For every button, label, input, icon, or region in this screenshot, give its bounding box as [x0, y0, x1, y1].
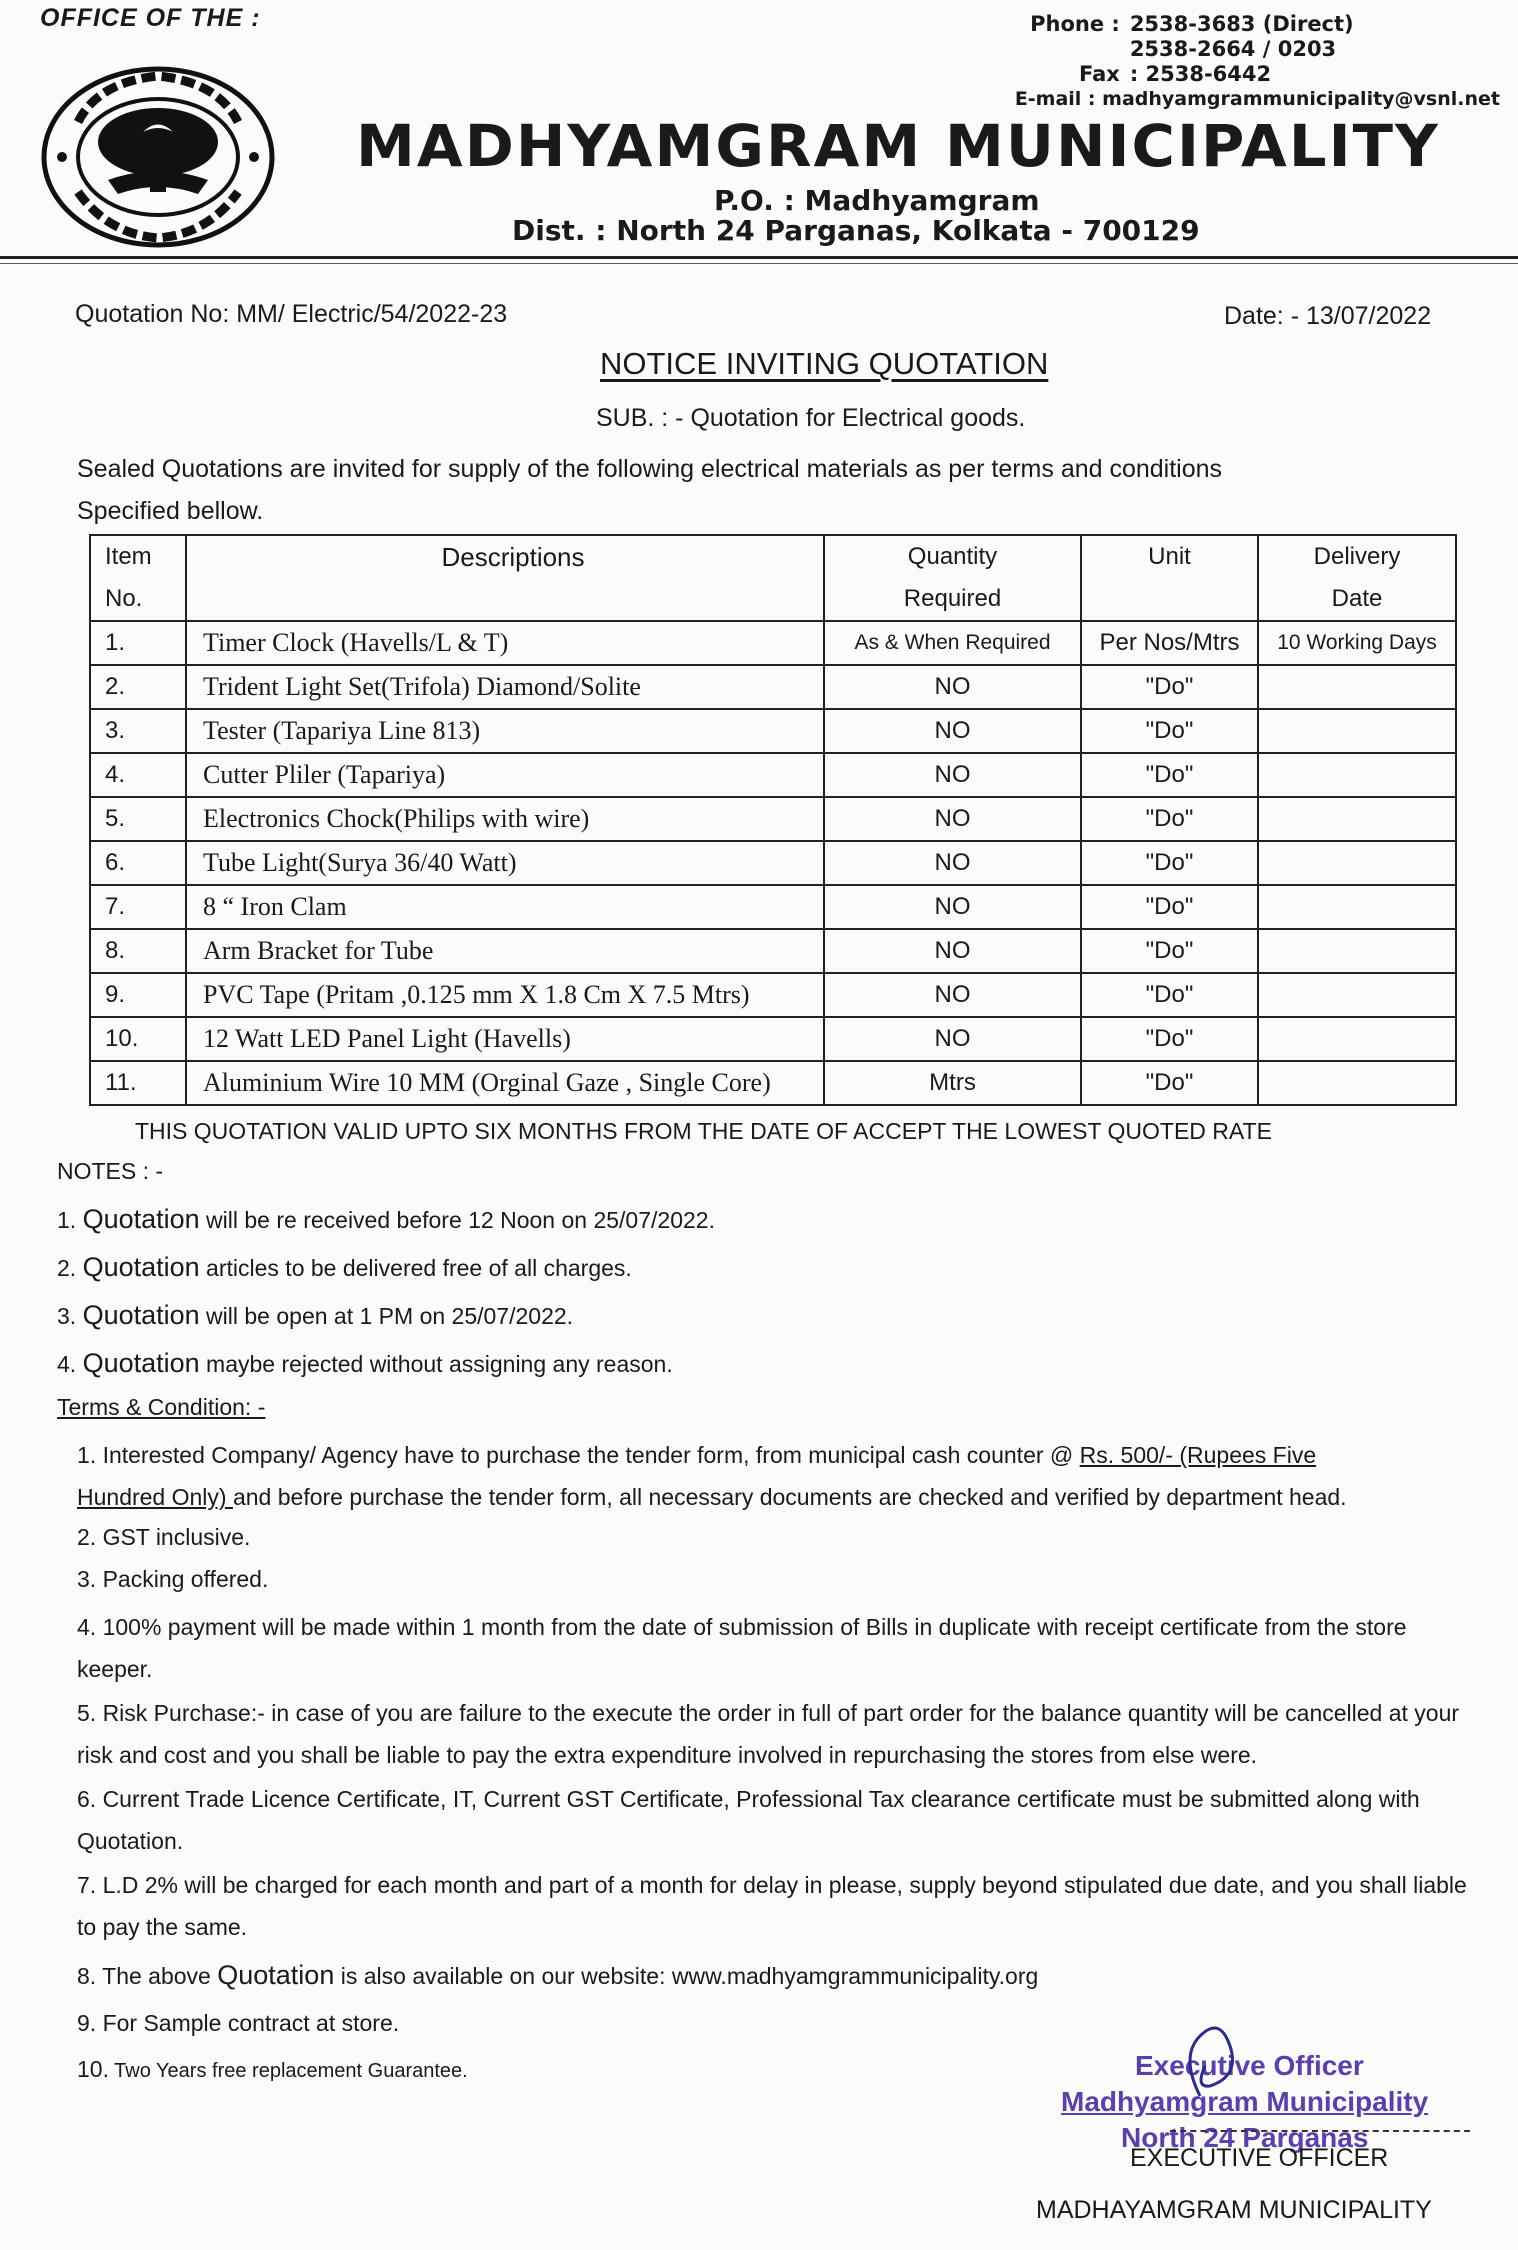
cell-item-no: 3. [90, 709, 186, 753]
cell-description: Tube Light(Surya 36/40 Watt) [186, 841, 824, 885]
term-item: 6. Current Trade Licence Certificate, IT, Current GST Certificate, Professional Tax clearance certificate must be submitted along with Quotation. [77, 1786, 1420, 1854]
cell-delivery [1258, 1017, 1456, 1061]
cell-delivery [1258, 841, 1456, 885]
cell-item-no: 8. [90, 929, 186, 973]
table-header-row [90, 535, 1456, 621]
table-row [90, 797, 1456, 841]
cell-quantity: As & When Required [824, 621, 1081, 665]
district-address: Dist. : North 24 Parganas, Kolkata - 700129 [512, 214, 1200, 247]
phone-label: Phone : [1030, 12, 1120, 36]
table-row [90, 665, 1456, 709]
cell-delivery [1258, 885, 1456, 929]
cell-description: PVC Tape (Pritam ,0.125 mm X 1.8 Cm X 7.5 Mtrs) [186, 973, 824, 1017]
validity-statement: THIS QUOTATION VALID UPTO SIX MONTHS FROM THE DATE OF ACCEPT THE LOWEST QUOTED RATE [135, 1118, 1272, 1144]
cell-unit: "Do" [1081, 841, 1258, 885]
note-item: 3. Quotation will be open at 1 PM on 25/07/2022. [57, 1300, 574, 1330]
table-row [90, 973, 1456, 1017]
cell-item-no: 4. [90, 753, 186, 797]
header-unit: Unit [1081, 535, 1258, 621]
email: E-mail : madhyamgrammunicipality@vsnl.net [1014, 88, 1500, 110]
cell-item-no: 5. [90, 797, 186, 841]
term-item: 9. For Sample contract at store. [77, 2010, 400, 2036]
contact-block [1015, 12, 1500, 112]
stamp-line-3: North 24 Parganas [1121, 2122, 1369, 2153]
cell-description: Electronics Chock(Philips with wire) [186, 797, 824, 841]
cell-unit: "Do" [1081, 709, 1258, 753]
cell-item-no: 7. [90, 885, 186, 929]
table-row [90, 1017, 1456, 1061]
cell-description: Aluminium Wire 10 MM (Orginal Gaze , Single Core) [186, 1061, 824, 1105]
term-item: 1. Interested Company/ Agency have to purchase the tender form, from municipal cash counter @ Rs. 500/- (Rupees Five Hundred Only) and before purchase the tender form, all necessary documents are checked and verified by department head. [77, 1442, 1347, 1510]
fax-label: Fax [1078, 62, 1120, 86]
cell-description: Arm Bracket for Tube [186, 929, 824, 973]
cell-quantity: NO [824, 885, 1081, 929]
cell-delivery [1258, 929, 1456, 973]
cell-quantity: NO [824, 709, 1081, 753]
cell-unit: "Do" [1081, 1061, 1258, 1105]
cell-quantity: NO [824, 929, 1081, 973]
cell-item-no: 9. [90, 973, 186, 1017]
table-row [90, 929, 1456, 973]
stamp-line-2: Madhyamgram Municipality [1061, 2086, 1429, 2117]
term-item: 2. GST inclusive. [77, 1524, 251, 1550]
cell-description: Tester (Tapariya Line 813) [186, 709, 824, 753]
term-item: 10. Two Years free replacement Guarantee. [77, 2056, 468, 2082]
cell-quantity: NO [824, 1017, 1081, 1061]
notice-subject: SUB. : - Quotation for Electrical goods. [596, 404, 1026, 432]
cell-unit: "Do" [1081, 973, 1258, 1017]
cell-item-no: 11. [90, 1061, 186, 1105]
signatory-org: MADHAYAMGRAM MUNICIPALITY [1036, 2196, 1432, 2224]
term-item: 8. The above Quotation is also available on our website: www.madhyamgrammunicipality.org [77, 1960, 1039, 1990]
terms-heading: Terms & Condition: - [57, 1394, 266, 1420]
cell-description: Trident Light Set(Trifola) Diamond/Solite [186, 665, 824, 709]
table-row [90, 885, 1456, 929]
note-item: 2. Quotation articles to be delivered free of all charges. [57, 1252, 632, 1282]
table-row [90, 1061, 1456, 1105]
cell-unit: Per Nos/Mtrs [1081, 621, 1258, 665]
cell-description: Cutter Pliler (Tapariya) [186, 753, 824, 797]
cell-unit: "Do" [1081, 929, 1258, 973]
header-divider [0, 256, 1518, 259]
cell-item-no: 2. [90, 665, 186, 709]
stamp-line-1: Executive Officer [1135, 2050, 1364, 2081]
items-table [89, 534, 1457, 1106]
cell-delivery [1258, 665, 1456, 709]
header-item-no: Item No. [90, 535, 186, 621]
signature-scribble [1170, 2016, 1250, 2106]
cell-delivery [1258, 709, 1456, 753]
header-divider-thin [0, 263, 1518, 264]
table-row [90, 709, 1456, 753]
notice-intro [77, 448, 1377, 532]
phone-other: 2538-2664 / 0203 [1129, 37, 1337, 61]
cell-quantity: NO [824, 841, 1081, 885]
cell-item-no: 10. [90, 1017, 186, 1061]
cell-description: Timer Clock (Havells/L & T) [186, 621, 824, 665]
cell-unit: "Do" [1081, 1017, 1258, 1061]
cell-description: 8 “ Iron Clam [186, 885, 824, 929]
notes-heading: NOTES : - [57, 1158, 164, 1184]
cell-delivery [1258, 1061, 1456, 1105]
cell-description: 12 Watt LED Panel Light (Havells) [186, 1017, 824, 1061]
organization-name: MADHYAMGRAM MUNICIPALITY [356, 112, 1440, 180]
cell-unit: "Do" [1081, 885, 1258, 929]
cell-item-no: 1. [90, 621, 186, 665]
cell-quantity: Mtrs [824, 1061, 1081, 1105]
term-item: 3. Packing offered. [77, 1566, 269, 1592]
cell-quantity: NO [824, 665, 1081, 709]
cell-item-no: 6. [90, 841, 186, 885]
fax-number: : 2538-6442 [1129, 62, 1272, 86]
post-office: P.O. : Madhyamgram [714, 184, 1040, 217]
note-item: 4. Quotation maybe rejected without assigning any reason. [57, 1348, 673, 1378]
cell-quantity: NO [824, 797, 1081, 841]
signatory-title: EXECUTIVE OFFICER [1130, 2144, 1389, 2172]
signature-line [1170, 2130, 1470, 2132]
cell-quantity: NO [824, 973, 1081, 1017]
cell-delivery [1258, 797, 1456, 841]
cell-unit: "Do" [1081, 797, 1258, 841]
cell-delivery [1258, 973, 1456, 1017]
term-item: 7. L.D 2% will be charged for each month and part of a month for delay in please, supply beyond stipulated due date, and you shall liable to pay the same. [77, 1872, 1467, 1940]
table-row [90, 753, 1456, 797]
header-delivery: Delivery Date [1258, 535, 1456, 621]
table-row [90, 621, 1456, 665]
cell-delivery [1258, 753, 1456, 797]
municipality-seal-logo [38, 62, 278, 252]
note-item: 1. Quotation will be re received before 12 Noon on 25/07/2022. [57, 1204, 715, 1234]
cell-delivery: 10 Working Days [1258, 621, 1456, 665]
header-quantity: Quantity Required [824, 535, 1081, 621]
cell-unit: "Do" [1081, 665, 1258, 709]
intro-line-2: Specified bellow. [77, 497, 264, 525]
office-of-label: OFFICE OF THE : [40, 4, 261, 32]
intro-line-1: Sealed Quotations are invited for supply of the following electrical materials as per terms and conditions [77, 455, 1223, 483]
phone-direct: 2538-3683 (Direct) [1129, 12, 1354, 36]
quotation-number: Quotation No: MM/ Electric/54/2022-23 [75, 300, 508, 328]
term-item: 5. Risk Purchase:- in case of you are failure to the execute the order in full of part order for the balance quantity will be cancelled at your risk and cost and you shall be liable to pay the extra expenditure involved in repurchasing the stores from else were. [77, 1700, 1460, 1768]
table-row [90, 841, 1456, 885]
notice-title: NOTICE INVITING QUOTATION [600, 346, 1049, 381]
cell-unit: "Do" [1081, 753, 1258, 797]
term-item: 4. 100% payment will be made within 1 month from the date of submission of Bills in duplicate with receipt certificate from the store keeper. [77, 1614, 1407, 1682]
cell-quantity: NO [824, 753, 1081, 797]
notice-date: Date: - 13/07/2022 [1224, 302, 1432, 330]
header-descriptions: Descriptions [186, 535, 824, 621]
